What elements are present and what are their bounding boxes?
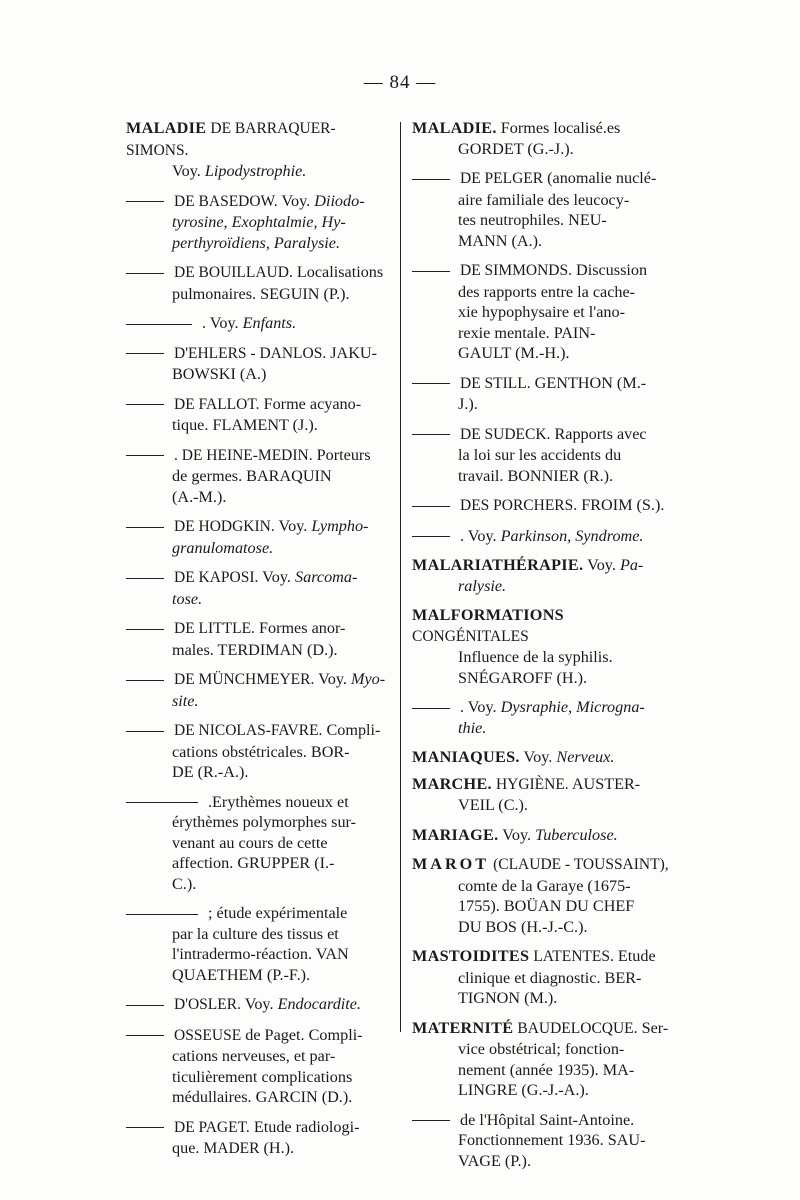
index-entry: DE HODGKIN. Voy. Lympho- granulomatose. xyxy=(126,516,394,558)
headword: MAROT xyxy=(412,855,490,873)
ditto-dash xyxy=(126,1035,164,1036)
index-entry: . Voy. Dysraphie, Micrognа- thie. xyxy=(412,697,684,738)
index-entry: DE SUDECK. Rapports avec la loi sur les accidents du travail. BONNIER (R.). xyxy=(412,424,684,487)
ditto-dash xyxy=(126,404,164,405)
index-entry: . Voy. Enfants. xyxy=(126,313,394,334)
ditto-dash xyxy=(126,527,164,528)
headword: MATERNITÉ xyxy=(412,1018,514,1037)
index-entry: DE SIMMONDS. Discussion des rapports entre la cache- xie hypophysaire et l'ano- rexie mentale. PAIN- GAULT (M.-H.). xyxy=(412,260,684,364)
index-entry: MARCHE. HYGIÈNE. AUSTER- VEIL (C.). xyxy=(412,774,641,814)
index-entry: DE LITTLE. Formes anor- males. TERDIMAN (D.). xyxy=(126,618,394,660)
index-entry: OSSEUSE de Paget. Compli- cations nerveuses, et par- ticulièrement complications médullaires. GARCIN (D.). xyxy=(126,1025,394,1108)
left-column xyxy=(126,118,394,1169)
index-entry: MALFORMATIONS CONGÉNITALES Influence de la syphilis. SNÉGAROFF (H.). xyxy=(412,606,613,687)
index-entry: . DE HEINE-MEDIN. Porteurs de germes. BARAQUIN (A.-M.). xyxy=(126,445,394,508)
ditto-dash xyxy=(412,506,450,507)
index-entry: MALADIE DE BARRAQUER-SIMONS. Voy. Lipodystrophie. xyxy=(126,119,336,180)
index-entry: . Voy. Parkinson, Syndrome. xyxy=(412,526,684,547)
index-entry: MARIAGE. Voy. Tuberculose. xyxy=(412,825,618,844)
headword: MALADIE. xyxy=(412,119,497,137)
ditto-dash xyxy=(126,731,164,732)
ditto-dash xyxy=(126,680,164,681)
index-entry: DE BASEDOW. Voy. Diiodo- tyrosine, Exophtalmie, Hy- perthyroïdiens, Paralysie. xyxy=(126,191,394,254)
headword: MALARIATHÉRAPIE. xyxy=(412,556,584,574)
index-entry: .Erythèmes noueux et érythèmes polymorphes sur- venant au cours de cette affection. GRUPPER (I.- C.). xyxy=(126,792,394,895)
index-entry: MASTOIDITES LATENTES. Etude clinique et diagnostic. BER- TIGNON (M.). xyxy=(412,947,656,1007)
ditto-dash xyxy=(412,271,450,272)
index-entry: de l'Hôpital Saint-Antoine. Fonctionnement 1936. SAU- VAGE (P.). xyxy=(412,1110,684,1172)
headword: MANIAQUES. xyxy=(412,748,520,766)
index-entry: ; étude expérimentale par la culture des tissus et l'intradermo-réaction. VAN QUAETHEM (P.-F.). xyxy=(126,903,394,985)
index-entry: DE KAPOSI. Voy. Sarcoma- tose. xyxy=(126,567,394,609)
index-entry: MALADIE. Formes localisé.es GORDET (G.-J.). xyxy=(412,119,621,158)
ditto-dash xyxy=(126,201,164,202)
index-entry: MAROT (CLAUDE - TOUSSAINT), comte de la Garaye (1675- 1755). BOÜAN DU CHEF DU BOS (H.-J.-C.). xyxy=(412,855,669,936)
ditto-dash xyxy=(126,578,164,579)
index-entry: DE STILL. GENTHON (M.- J.). xyxy=(412,373,684,415)
index-entry: DE PELGER (anomalie nuclé- aire familiale des leucocy- tes neutrophiles. NEU- MANN (A.). xyxy=(412,168,684,251)
ditto-dash xyxy=(126,802,198,803)
ditto-dash xyxy=(126,324,192,325)
ditto-dash xyxy=(126,1127,164,1128)
index-entry: DE FALLOT. Forme acyano- tique. FLAMENT (J.). xyxy=(126,394,394,436)
index-entry: D'EHLERS - DANLOS. JAKU- BOWSKI (A.) xyxy=(126,343,394,385)
ditto-dash xyxy=(412,434,450,435)
ditto-dash xyxy=(126,353,164,354)
ditto-dash xyxy=(412,536,450,537)
headword: MASTOIDITES xyxy=(412,947,530,965)
headword: MARCHE. xyxy=(412,774,492,793)
ditto-dash xyxy=(126,273,164,274)
ditto-dash xyxy=(412,708,450,709)
column-divider xyxy=(400,122,401,1032)
headword: MALADIE xyxy=(126,119,207,137)
index-entry: DE MÜNCHMEYER. Voy. Myo- site. xyxy=(126,669,394,711)
right-column xyxy=(412,118,684,1180)
index-entry: MANIAQUES. Voy. Nerveux. xyxy=(412,748,615,766)
index-entry: MATERNITÉ BAUDELOCQUE. Ser- vice obstétrical; fonction- nement (année 1935). MA- LINGRE (G.-J.-A.). xyxy=(412,1018,669,1099)
ditto-dash xyxy=(412,1120,450,1121)
headword: MALFORMATIONS xyxy=(412,606,564,624)
ditto-dash xyxy=(412,179,450,180)
headword: MARIAGE. xyxy=(412,825,499,844)
ditto-dash xyxy=(126,914,198,915)
index-entry: DE PAGET. Etude radiologi- que. MADER (H.). xyxy=(126,1117,394,1160)
ditto-dash xyxy=(126,455,164,456)
index-entry: DE NICOLAS-FAVRE. Compli- cations obstétricales. BOR- DE (R.-A.). xyxy=(126,720,394,783)
index-entry: DES PORCHERS. FROIM (S.). xyxy=(412,495,684,517)
page-number: — 84 — xyxy=(363,72,437,93)
index-entry: DE BOUILLAUD. Localisations pulmonaires. SEGUIN (P.). xyxy=(126,262,394,304)
ditto-dash xyxy=(412,383,450,384)
index-entry: MALARIATHÉRAPIE. Voy. Pa- ralysie. xyxy=(412,556,644,595)
ditto-dash xyxy=(126,629,164,630)
ditto-dash xyxy=(126,1005,164,1006)
index-entry: D'OSLER. Voy. Endocardite. xyxy=(126,994,394,1016)
